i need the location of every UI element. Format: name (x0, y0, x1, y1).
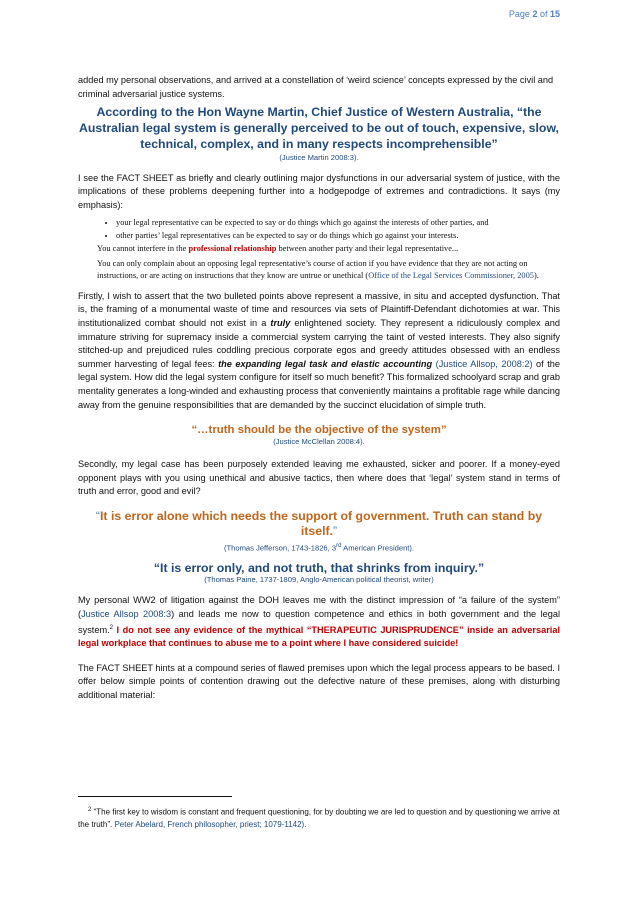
footnote: $^2$ “The first key to wisdom is constant and frequent questioning, for by doubting we are led to question and by questioning we arrive at the truth”. Peter Abelard, French philosopher, priest; 1079-1142). (78, 807, 560, 829)
emphasis-expanding-legal-task: the expanding legal task and elastic accounting (218, 358, 433, 369)
paragraph-premises: The FACT SHEET hints at a compound series of flawed premises upon which the legal process appears to be based. I offer below simple points of contention drawing out the defective nature of these premises, along with disturbing additional material: (78, 662, 560, 701)
citation-allsop-2: Justice Allsop 2008:3 (81, 609, 172, 620)
page-of: of (537, 9, 550, 19)
quote-mcclellan: “…truth should be the objective of the system” (191, 424, 447, 437)
quote-paine: “It is error only, and not truth, that shrinks from inquiry.” (153, 561, 485, 576)
bullet-item: • your legal representative can be expected to say or do things which go against the interests of other parties, and (116, 218, 560, 228)
quote-paine-citation: (Thomas Paine, 1737-1809, Anglo-American political theorist, writer) (204, 575, 434, 585)
page-number: 2 (532, 9, 538, 19)
factsheet-bullet-list (78, 218, 560, 241)
page-label: Page (508, 9, 533, 19)
page-total: 15 (549, 9, 560, 19)
emphasis-professional-relationship: professional relationship (188, 244, 277, 254)
paragraph-secondly: Secondly, my legal case has been purposely extended leaving me exhausted, sicker and poorer. If a money-eyed opponent plays with you using unethical and abusive tactics, then where does that ‘legal’ system stand in terms of truth and error, good and evil? (78, 459, 560, 497)
complain-paragraph: You can only complain about an opposing legal representative’s course of action if you have evidence that they are not acting on instructions, or are acting on instructions that they know are untrue or unethical (Office of the Legal Services Commissioner, 2005). (97, 259, 539, 280)
paragraph-ww2: My personal WW2 of litigation against the DOH leaves me with the distinct impression of “a failure of the system” (Justice Allsop 2008:3) and leads me now to question competence and ethics in both government and the legal system.$^2$ I do not see any evidence of the mythical “THERAPEUTIC JURISPRUDENCE” inside an adversarial legal workplace that continues to abuse me to a point where I have considered suicide! (78, 595, 560, 649)
paragraph-firstly: Firstly, I wish to assert that the two bulleted points above represent a massive, in situ and accepted dysfunction. That is, the framing of a monumental waste of time and resources via sets of Plaintiff-Defendant dichotomies at war. This institutionalized combat should not exist in a truly enlightened society. They represent a ridiculously complex and immature striving for supremacy inside a commercial system carrying the taint of vested interests. They also signify stitched-up and prejudiced rules coddling precious corporate egos and greedy attitudes obsessed with an endless summer harvesting of legal fees: the expanding legal task and elastic accounting (Justice Allsop, 2008:2) of the legal system. How did the legal system configure for itself so much benefit? This formalized schoolyard scrap and grab mentality generates a long-winded and exhausting process that conveniently maintains a profitable rage while dancing away from the genuine responsibilities that are demanded by the succinct elucidation of simple truth. (78, 290, 560, 410)
quote-mcclellan-citation: (Justice McClellan 2008:4). (273, 437, 365, 447)
footnote-citation: Peter Abelard, French philosopher, priest; 1079-1142). (114, 819, 307, 829)
bullet-item: • other parties’ legal representatives can be expected to say or do things which go against your interests. (116, 231, 560, 241)
quote-jefferson: “It is error alone which needs the support of government. Truth can stand by itself.” (95, 508, 543, 539)
citation-allsop: (Justice Allsop, 2008:2) (432, 358, 533, 369)
interfere-line: You cannot interfere in the professional relationship between another party and their legal representative... (97, 244, 459, 254)
footnote-separator (78, 796, 232, 797)
footnote-number: 2 (88, 807, 92, 813)
document-body (78, 74, 560, 703)
emphasis-therapeutic-jurisprudence: I do not see any evidence of the mythical “THERAPEUTIC JURISPRUDENCE” inside an adversarial legal workplace that continues to abuse me to a point where I have considered suicide! (78, 624, 560, 649)
citation-link[interactable]: Office of the Legal Services Commissioner, 2005 (368, 270, 534, 280)
page-header (509, 9, 560, 19)
quote-jefferson-citation: (Thomas Jefferson, 1743-1826, 3rd American President). (223, 542, 415, 553)
paragraph-intro: added my personal observations, and arrived at a constellation of ‘weird science’ concepts expressed by the civil and criminal adversarial justice systems. (78, 75, 554, 99)
paragraph-factsheet: I see the FACT SHEET as briefly and clearly outlining major dysfunctions in our adversarial system of justice, with the implications of these problems deepening further into a hodgepodge of extremes and contradictions. It says (my emphasis): (78, 172, 560, 210)
footnote-ref[interactable]: 2 (109, 624, 113, 631)
quote-martin: According to the Hon Wayne Martin, Chief Justice of Western Australia, “the Australian legal system is generally perceived to be out of touch, expensive, slow, technical, complex, and in many respects incomprehensible” (79, 105, 559, 151)
quote-martin-citation: (Justice Martin 2008:3). (279, 152, 359, 162)
